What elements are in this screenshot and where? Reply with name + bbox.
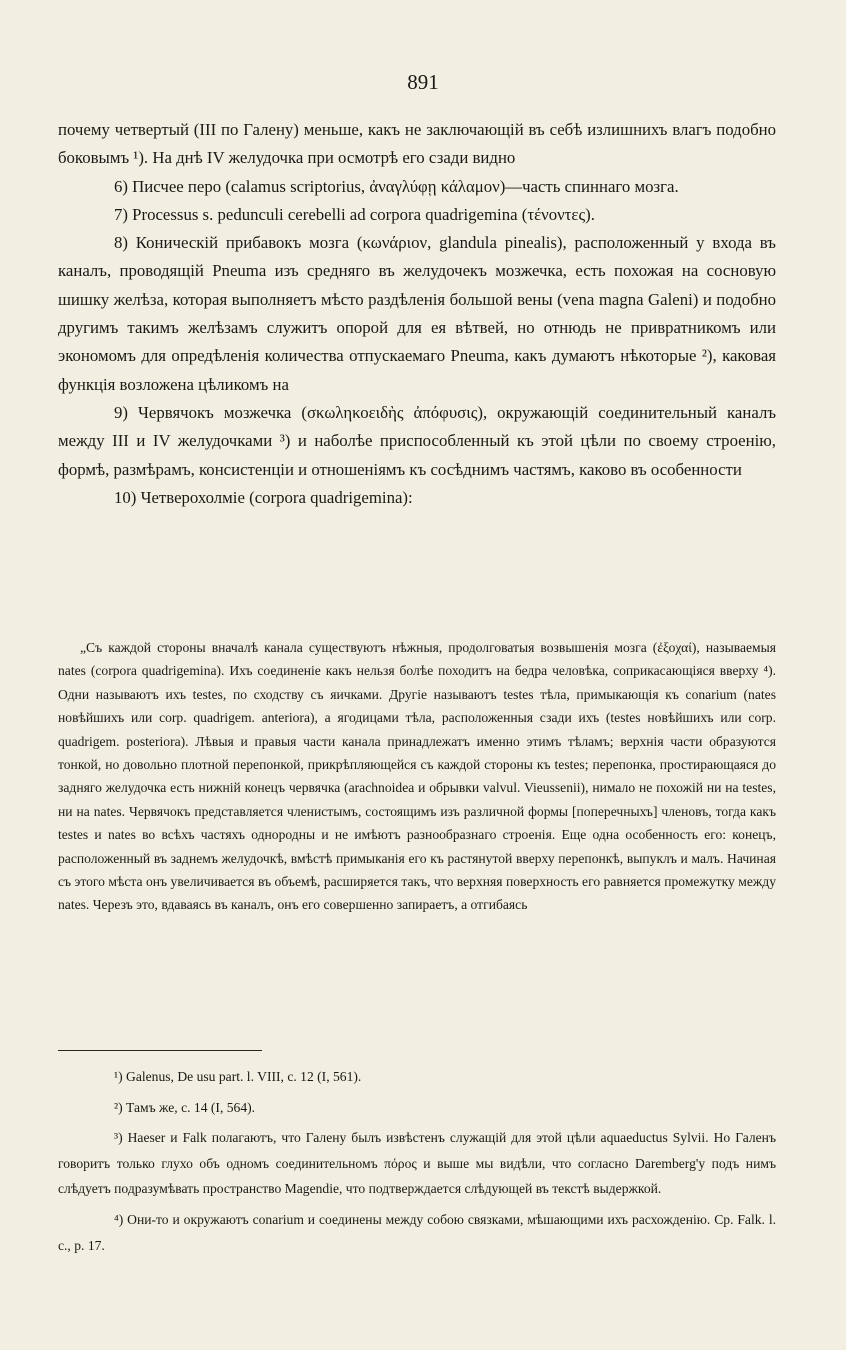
paragraph-item-8: 8) Коническій прибавокъ мозга (κωνάριον, glandula pinealis), расположенный у входа въ каналъ, проводящій Pneuma изъ средняго въ желудочекъ мозжечка, есть похожая на сосновую шишку желѣза, которая выполняетъ мѣсто раздѣленія большой вены (vena magna Galeni) и подобно другимъ такимъ желѣзамъ служитъ опорой для ея вѣтвей, но отнюдь не привратникомъ или экономомъ для опредѣленія количества отпускаемаго Pneuma, какъ думаютъ нѣкоторые ²), каковая функція возложена цѣликомъ на <box>58 233 776 394</box>
page-number: 891 <box>407 70 439 94</box>
footnote-2: ²) Тамъ же, с. 14 (I, 564). <box>114 1099 256 1115</box>
paragraph-item-9: 9) Червячокъ мозжечка (σκωληκοειδὴς ἀπόφυσις), окружающій соединительный каналъ между III и IV желудочками ³) и наболѣе приспособленный къ этой цѣли по своему строенію, формѣ, размѣрамъ, консистенціи и отношеніямъ къ сосѣднимъ частямъ, каково въ особенности <box>58 402 776 479</box>
paragraph-continuation: почему четвертый (III по Галену) меньше, какъ не заключающій въ себѣ излишнихъ влагъ подобно боковымъ ¹). На днѣ IV желудочка при осмотрѣ его сзади видно <box>58 120 776 168</box>
footnote-3: ³) Haeser и Falk полагаютъ, что Галену былъ извѣстенъ служащій для этой цѣли aquaeductus Sylvii. Но Галенъ говоритъ только глухо объ одномъ соединительномъ πόρος и выше мы видѣли, что согласно Daremberg'у подъ нимъ слѣдуетъ подразумѣвать пространство Magendie, что подтверждается слѣдующей въ текстѣ выдержкой. <box>58 1130 776 1197</box>
paragraph-item-6: 6) Писчее перо (calamus scriptorius, ἀναγλύφῃ κάλαμον)—часть спиннаго мозга. <box>114 176 679 196</box>
footnote-divider <box>58 1050 262 1051</box>
quote-paragraph: „Съ каждой стороны вначалѣ канала существуютъ нѣжныя, продолговатыя возвышенія мозга (ἐξοχαί), называемыя nates (corpora quadrigemina). Ихъ соединеніе какъ нельзя болѣе походитъ на бедра человѣка, соприкасающіяся вверху ⁴). Одни называютъ ихъ testes, по сходству съ яичками. Другіе называютъ testes тѣла, примыкающія къ conarium (nates новѣйшихъ или corp. quadrigem. anteriora), а ягодицами тѣла, расположенныя сзади ихъ (testes новѣйшихъ или corp. quadrigem. posteriora). Лѣвыя и правыя части канала принадлежатъ именно этимъ тѣламъ; верхнія части образуются тонкой, но довольно плотной перепонкой, прикрѣпляющейся съ каждой стороны къ testes; перепонка, простирающаяся до задняго желудочка есть нижній конецъ червячка (arachnoidea и обрывки valvul. Vieussenii), нимало не похожій ни на testes, ни на nates. Червячокъ представляется членистымъ, состоящимъ изъ различной формы [поперечныхъ] членовъ, тогда какъ testes и nates во всѣхъ частяхъ однородны и не имѣютъ разнообразнаго строенія. Еще одна особенность его: конецъ, расположенный въ заднемъ желудочкѣ, вмѣстѣ примыканія его къ растянутой вверху перепонкѣ, выпуклъ и малъ. Начиная съ этого мѣста онъ увеличивается въ объемѣ, расширяется такъ, что верхняя поверхность его равняется промежутку между nates. Черезъ это, вдаваясь въ каналъ, онъ его совершенно запираетъ, а отгибаясь <box>58 640 776 913</box>
footnote-4: ⁴) Они-то и окружаютъ conarium и соединены между собою связками, мѣшающими ихъ расхожденію. Ср. Falk. l. c., p. 17. <box>58 1211 776 1253</box>
paragraph-item-10: 10) Четверохолміе (corpora quadrigemina): <box>114 487 413 507</box>
block-quote <box>58 636 776 917</box>
main-text <box>58 116 776 512</box>
paragraph-item-7: 7) Processus s. pedunculi cerebelli ad corpora quadrigemina (τένοντες). <box>114 204 595 224</box>
footnotes <box>58 1064 776 1263</box>
footnote-1: ¹) Galenus, De usu part. l. VIII, c. 12 (I, 561). <box>114 1069 362 1084</box>
